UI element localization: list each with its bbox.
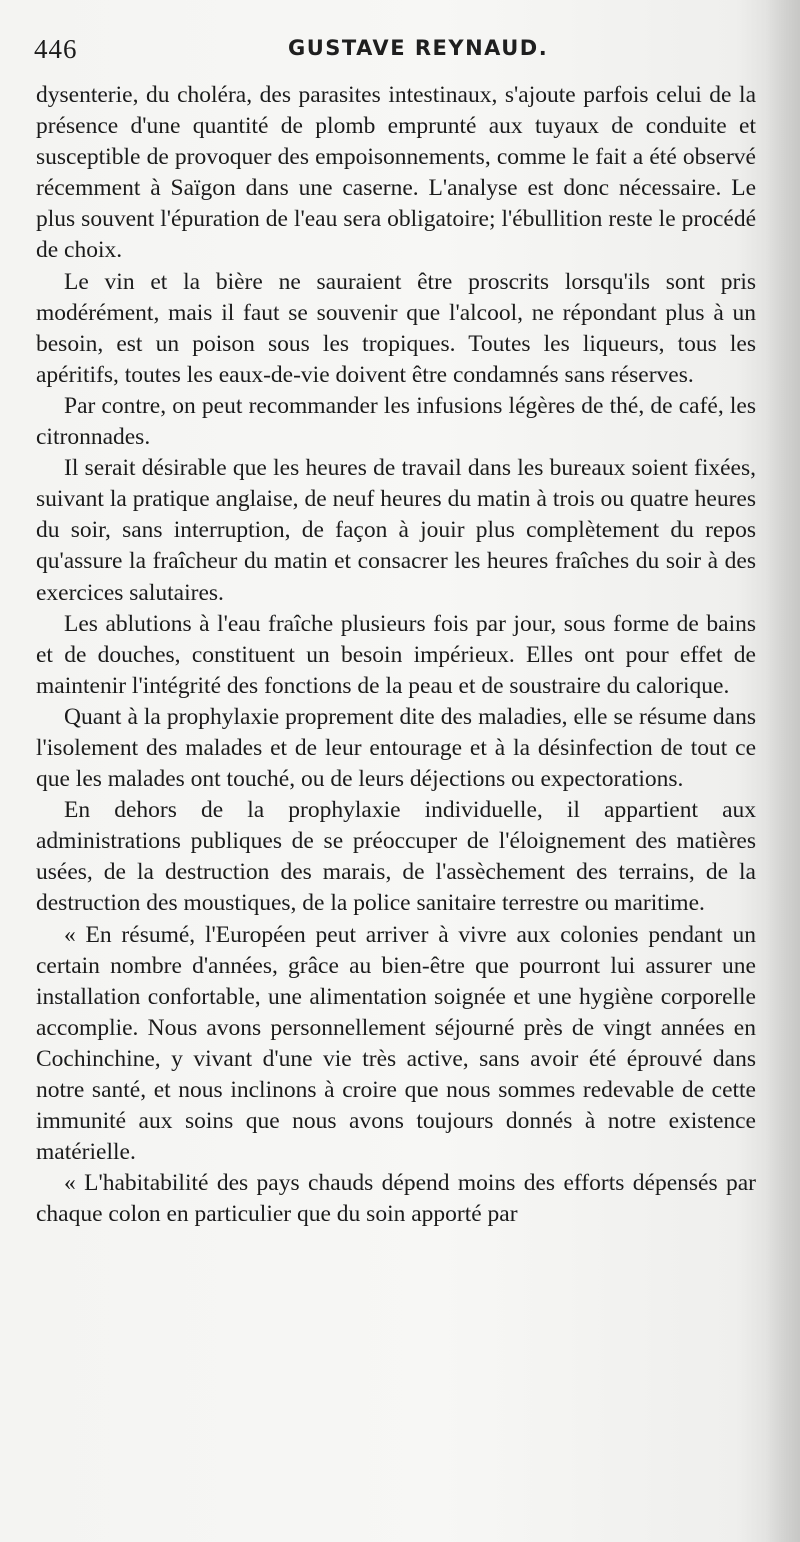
running-title: GUSTAVE REYNAUD. [288,36,549,60]
paragraph: « L'habitabilité des pays chauds dépend moins des efforts dépensés par chaque colon en particulier que du soin apporté par [36,1170,756,1228]
paragraph: Le vin et la bière ne sauraient être proscrits lorsqu'ils sont pris modérément, mais il faut se souvenir que l'alcool, ne répondant plus à un besoin, est un poison sous les tropiques. Toutes les liqueurs, tous les apéritifs, toutes les eaux-de-vie doivent être condamnés sans réserves. [36,268,756,388]
running-head [34,32,760,72]
body-text [36,80,756,1230]
paragraph: Les ablutions à l'eau fraîche plusieurs fois par jour, sous forme de bains et de douches, constituent un besoin impérieux. Elles ont pour effet de maintenir l'intégrité des fonctions de la peau et de soustraire du calorique. [36,610,756,699]
paragraph: dysenterie, du choléra, des parasites intestinaux, s'ajoute parfois celui de la présence d'une quantité de plomb emprunté aux tuyaux de conduite et susceptible de provoquer des empoisonnements, comme le fait a été observé récemment à Saïgon dans une caserne. L'analyse est donc nécessaire. Le plus souvent l'épuration de l'eau sera obligatoire; l'ébullition reste le procédé de choix. [36,82,756,264]
paragraph: « En résumé, l'Européen peut arriver à vivre aux colonies pendant un certain nombre d'années, grâce au bien-être que pourront lui assurer une installation confortable, une alimentation soignée et une hygiène corporelle accomplie. Nous avons personnellement séjourné près de vingt années en Cochinchine, y vivant d'une vie très active, sans avoir été éprouvé dans notre santé, et nous inclinons à croire que nous sommes redevable de cette immunité aux soins que nous avons toujours donnés à notre existence matérielle. [36,921,756,1166]
page-edge-shadow [766,0,800,1542]
paragraph: Il serait désirable que les heures de travail dans les bureaux soient fixées, suivant la pratique anglaise, de neuf heures du matin à trois ou quatre heures du soir, sans interruption, de façon à jouir plus complètement du repos qu'assure la fraîcheur du matin et consacrer les heures fraîches du soir à des exercices salutaires. [36,455,756,606]
paragraph: En dehors de la prophylaxie individuelle, il appartient aux administrations publiques de se préoccuper de l'éloignement des matières usées, de la destruction des marais, de l'assèchement des terrains, de la destruction des moustiques, de la police sanitaire terrestre ou maritime. [36,797,756,917]
paragraph: Par contre, on peut recommander les infusions légères de thé, de café, les citronnades. [36,392,756,451]
page-number: 446 [34,34,78,64]
paragraph: Quant à la prophylaxie proprement dite des maladies, elle se résume dans l'isolement des malades et de leur entourage et à la désinfection de tout ce que les malades ont touché, ou de leurs déjections ou expectorations. [36,703,756,793]
